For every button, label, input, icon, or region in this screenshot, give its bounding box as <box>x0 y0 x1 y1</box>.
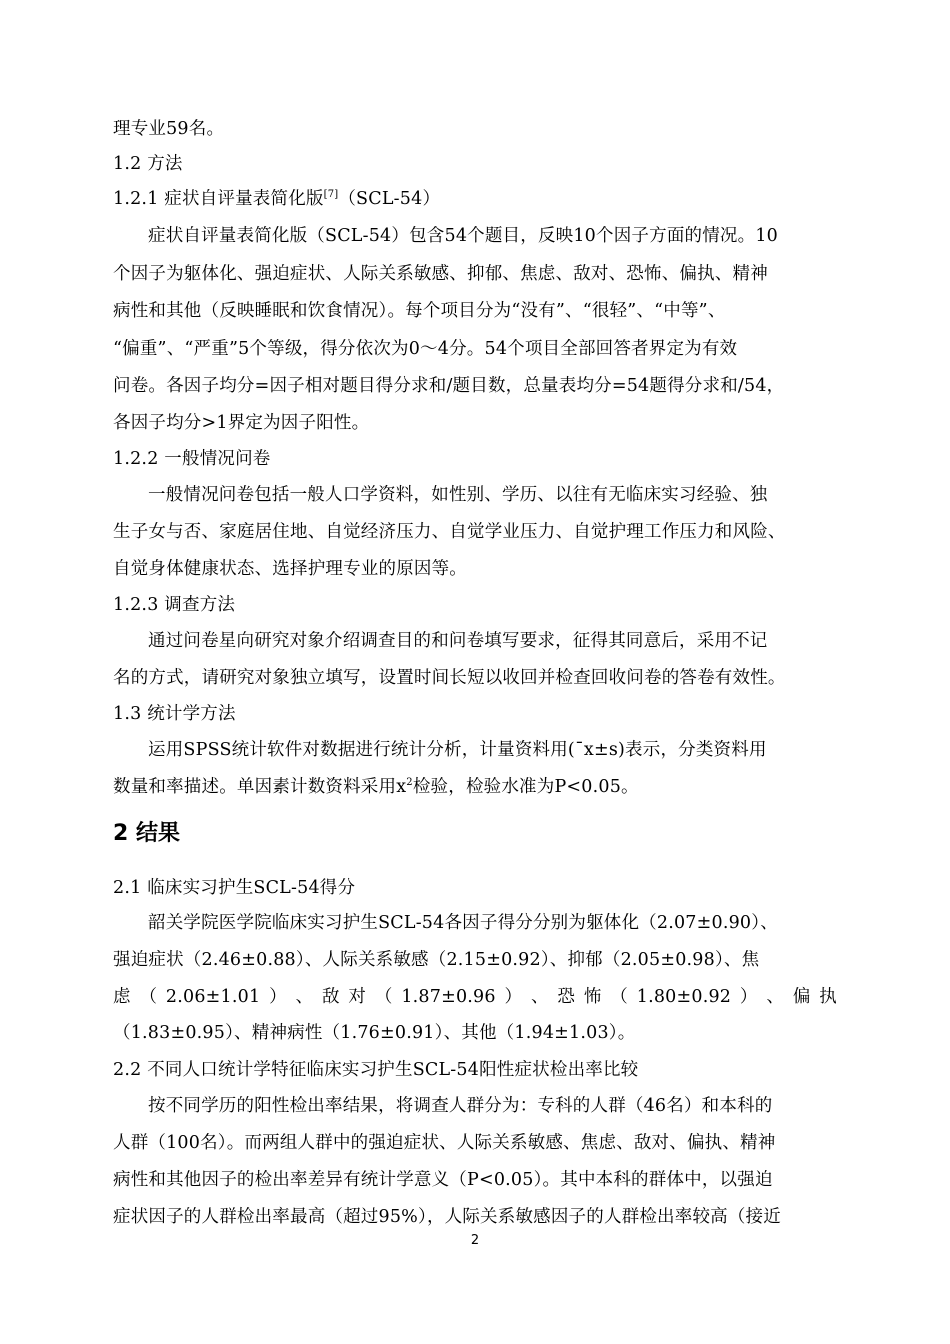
superscript: 2 <box>406 777 413 788</box>
chapter-heading: 2 结果 <box>113 821 180 846</box>
paragraph-line: 一般情况问卷包括一般人口学资料，如性别、学历、以往有无临床实习经验、独 <box>148 485 768 505</box>
section-heading: 2.2 不同人口统计学特征临床实习护生SCL-54阳性症状检出率比较 <box>113 1060 639 1080</box>
paragraph-line: （1.83±0.95）、精神病性（1.76±0.91）、其他（1.94±1.03）。 <box>113 1023 636 1043</box>
page-number: 2 <box>470 1233 480 1248</box>
paragraph-line: 个因子为躯体化、强迫症状、人际关系敏感、抑郁、焦虑、敌对、恐怖、偏执、精神 <box>113 264 768 284</box>
paragraph-line: 韶关学院医学院临床实习护生SCL-54各因子得分分别为躯体化（2.07±0.90）、 <box>148 913 778 933</box>
paragraph-line: 自觉身体健康状态、选择护理专业的原因等。 <box>113 559 467 579</box>
subsection-heading: 1.2.3 调查方法 <box>113 595 236 615</box>
text-line: 理专业59名。 <box>113 119 225 139</box>
paragraph-line: 强迫症状（2.46±0.88）、人际关系敏感（2.15±0.92）、抑郁（2.05±0.98）、焦 <box>113 950 760 970</box>
paragraph-line: 问卷。各因子均分=因子相对题目得分求和/题目数，总量表均分=54题得分求和/54， <box>113 376 785 396</box>
paragraph-line: 症状因子的人群检出率最高（超过95%），人际关系敏感因子的人群检出率较高（接近 <box>113 1207 781 1227</box>
section-heading: 1.3 统计学方法 <box>113 704 236 724</box>
paragraph-line: 按不同学历的阳性检出率结果，将调查人群分为：专科的人群（46名）和本科的 <box>148 1096 773 1116</box>
paragraph-line: 病性和其他因子的检出率差异有统计学意义（P<0.05）。其中本科的群体中，以强迫 <box>113 1170 773 1190</box>
paragraph-line: 运用SPSS统计软件对数据进行统计分析，计量资料用(¯x±s)表示，分类资料用 <box>148 740 767 760</box>
paragraph-line: “偏重”、“严重”5个等级，得分依次为0～4分。54个项目全部回答者界定为有效 <box>113 339 738 359</box>
subsection-heading: 1.2.2 一般情况问卷 <box>113 449 271 469</box>
paragraph-line: 数量和率描述。单因素计数资料采用$x^2$检验，检验水准为P<0.05。 <box>113 777 639 797</box>
paragraph-line: 人群（100名）。而两组人群中的强迫症状、人际关系敏感、焦虑、敌对、偏执、精神 <box>113 1133 776 1153</box>
paragraph-line: 症状自评量表简化版（SCL-54）包含54个题目，反映10个因子方面的情况。10 <box>148 226 778 246</box>
section-heading: 2.1 临床实习护生SCL-54得分 <box>113 878 356 898</box>
paragraph-line: 各因子均分>1界定为因子阳性。 <box>113 413 370 433</box>
paragraph-line: 生子女与否、家庭居住地、自觉经济压力、自觉学业压力、自觉护理工作压力和风险、 <box>113 522 786 542</box>
paragraph-line: 病性和其他（反映睡眠和饮食情况）。每个项目分为“没有”、“很轻”、“中等”、 <box>113 301 726 321</box>
justified-line: 虑 （ 2.06±1.01 ） 、 敌 对 （ 1.87±0.96 ） 、 恐 怖 （ 1.80±0.92 ） 、 偏 执 <box>113 987 837 1007</box>
paragraph-line: 通过问卷星向研究对象介绍调查目的和问卷填写要求，征得其同意后，采用不记 <box>148 631 768 651</box>
subsection-heading: 1.2.1 症状自评量表简化版[7]（SCL-54） <box>113 189 441 209</box>
paragraph-line: 名的方式，请研究对象独立填写，设置时间长短以收回并检查回收问卷的答卷有效性。 <box>113 668 786 688</box>
citation: [7] <box>323 189 339 200</box>
section-heading: 1.2 方法 <box>113 154 183 174</box>
